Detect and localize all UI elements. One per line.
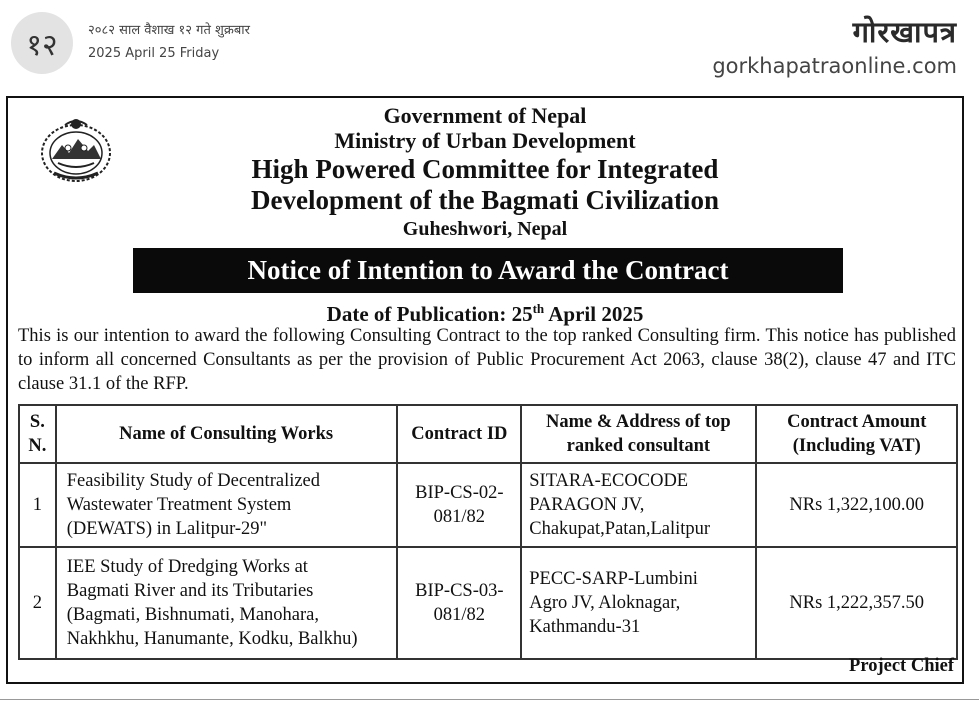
contract-id-line: BIP-CS-02- <box>415 483 504 503</box>
header-consultant <box>521 405 756 463</box>
pub-date-suffix: April 2025 <box>544 302 644 326</box>
contract-id-line: 081/82 <box>433 605 486 625</box>
pub-date-prefix: Date of Publication: 25 <box>326 302 533 326</box>
date-nepali: २०८२ साल वैशाख १२ गते शुक्रबार <box>88 23 250 38</box>
work-name-line: Feasibility Study of Decentralized <box>66 471 321 491</box>
header-amount <box>756 405 957 463</box>
row-contract-id <box>397 463 521 547</box>
consultant-line: Kathmandu-31 <box>529 617 641 637</box>
pub-date-sup: th <box>532 301 545 316</box>
date-english: 2025 April 25 Friday <box>88 46 220 61</box>
committee-line-1: High Powered Committee for Integrated <box>251 154 719 184</box>
header-sn <box>19 405 56 463</box>
consultant-line: PECC-SARP-Lumbini <box>529 569 698 589</box>
work-name-line: Bagmati River and its Tributaries <box>66 581 314 601</box>
contract-id-line: BIP-CS-03- <box>415 581 504 601</box>
table-header-row <box>19 405 957 463</box>
row-contract-id <box>397 547 521 659</box>
header-amount-2: (Including VAT) <box>792 436 921 456</box>
work-name-line: (DEWATS) in Lalitpur-29" <box>66 519 268 539</box>
header-sn-2: N. <box>28 436 47 456</box>
row-consultant <box>521 463 756 547</box>
row-amount: NRs 1,322,100.00 <box>756 463 957 547</box>
row-sn: 2 <box>19 547 56 659</box>
intro-paragraph: This is our intention to award the following Consulting Contract to the top ranked Consulting firm. This notice has published to inform all concerned Consultants as per the provision of Public Procurement Act 2063, clause 38(2), clause 47 and ITC clause 31.1 of the RFP. <box>18 326 956 394</box>
header-contract-id: Contract ID <box>397 405 521 463</box>
publication-date <box>8 296 962 327</box>
row-sn: 1 <box>19 463 56 547</box>
work-name-line: Wastewater Treatment System <box>66 495 292 515</box>
gov-line-1: Government of Nepal <box>383 103 587 128</box>
header-name: Name of Consulting Works <box>56 405 398 463</box>
header-consultant-2: ranked consultant <box>566 436 711 456</box>
page-number-badge: १२ <box>11 12 73 74</box>
row-consultant <box>521 547 756 659</box>
newspaper-name: गोरखापत्र <box>852 15 957 49</box>
table-row <box>19 547 957 659</box>
masthead <box>712 14 957 80</box>
consultant-line: PARAGON JV, <box>529 495 645 515</box>
government-heading <box>8 104 962 242</box>
row-amount: NRs 1,222,357.50 <box>756 547 957 659</box>
consultant-line: SITARA-ECOCODE <box>529 471 689 491</box>
consultant-line: Chakupat,Patan,Lalitpur <box>529 519 711 539</box>
committee-location: Guheshwori, Nepal <box>402 218 568 240</box>
newspaper-url[interactable]: gorkhapatraonline.com <box>712 54 957 78</box>
notice-box <box>6 96 964 684</box>
row-work-name <box>56 463 398 547</box>
consultant-line: Agro JV, Aloknagar, <box>529 593 681 613</box>
work-name-line: Nakhkhu, Hanumante, Kodku, Balkhu) <box>66 629 358 649</box>
table-row <box>19 463 957 547</box>
header-consultant-1: Name & Address of top <box>546 412 731 432</box>
work-name-line: IEE Study of Dredging Works at <box>66 557 308 577</box>
header-sn-1: S. <box>29 412 45 432</box>
issue-date <box>88 22 250 63</box>
committee-line-2: Development of the Bagmati Civilization <box>251 185 719 215</box>
page-divider <box>0 699 979 700</box>
contract-id-line: 081/82 <box>433 507 486 527</box>
gov-line-2: Ministry of Urban Development <box>334 128 636 153</box>
notice-title: Notice of Intention to Award the Contract <box>133 248 843 293</box>
work-name-line: (Bagmati, Bishnumati, Manohara, <box>66 605 320 625</box>
contract-table <box>18 404 958 660</box>
row-work-name <box>56 547 398 659</box>
header-amount-1: Contract Amount <box>787 412 927 432</box>
signatory: Project Chief <box>849 656 954 676</box>
